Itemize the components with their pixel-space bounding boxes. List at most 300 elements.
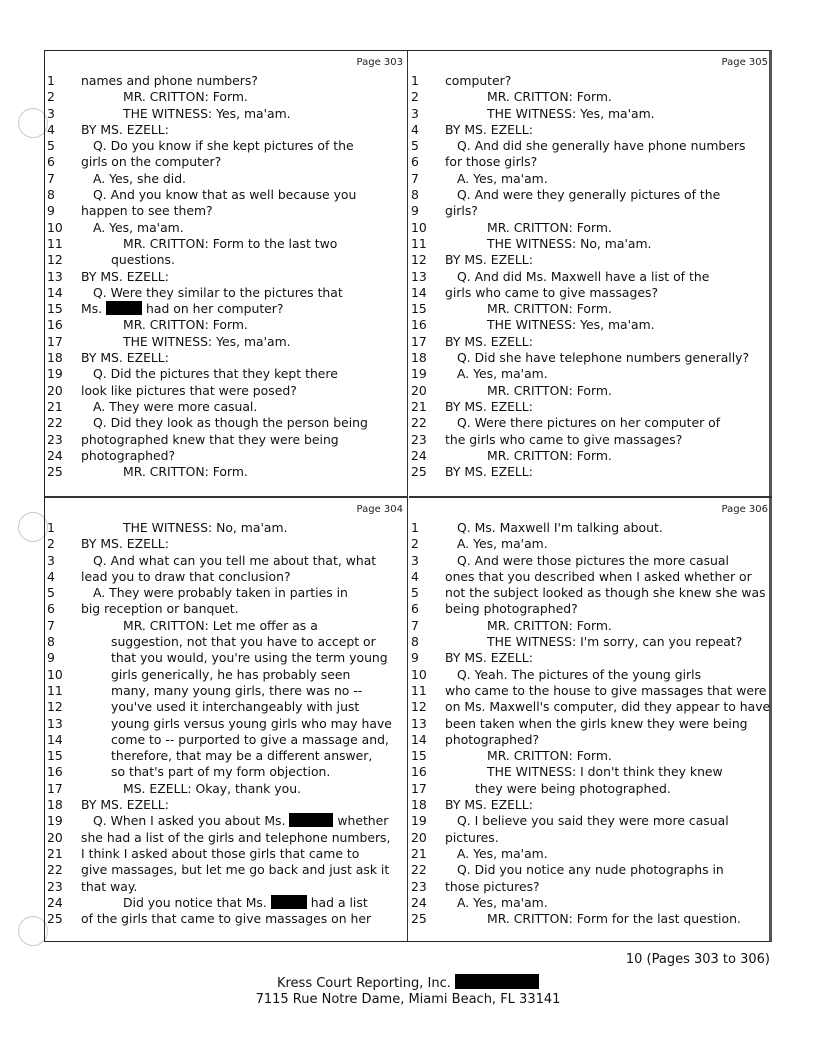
- line-text: [487, 317, 655, 333]
- line-number: 17: [411, 780, 427, 796]
- line-text: [93, 415, 368, 431]
- line-number: 16: [47, 317, 63, 333]
- line-text-part: MR. CRITTON: Form.: [487, 382, 612, 398]
- line-text: [445, 73, 511, 89]
- line-number: 5: [47, 585, 55, 601]
- transcript-panel-page-303: [45, 51, 408, 496]
- line-text-part: THE WITNESS: Yes, ma'am.: [487, 317, 655, 333]
- transcript-line: [45, 203, 407, 219]
- line-number: 8: [47, 634, 55, 650]
- line-text: [111, 716, 392, 732]
- line-number: 7: [411, 170, 419, 186]
- line-text: [111, 764, 330, 780]
- line-text-part: Q. And were those pictures the more casual: [457, 552, 729, 568]
- line-number: 2: [411, 536, 419, 552]
- line-text-part: questions.: [111, 252, 175, 268]
- transcript-line: [409, 830, 772, 846]
- line-text: [123, 895, 368, 911]
- line-text-part: ones that you described when I asked whether or: [445, 568, 752, 584]
- transcript-sheet: [44, 50, 772, 942]
- transcript-line: [45, 520, 407, 536]
- transcript-line: [409, 748, 772, 764]
- line-text-part: MR. CRITTON: Form to the last two: [123, 235, 338, 251]
- line-number: 16: [411, 764, 427, 780]
- line-text: [445, 464, 533, 480]
- line-number: 8: [411, 187, 419, 203]
- line-text: [457, 187, 720, 203]
- line-number: 25: [411, 464, 427, 480]
- line-text: [445, 699, 770, 715]
- line-number: 18: [411, 797, 427, 813]
- line-number: 19: [411, 366, 427, 382]
- transcript-line: [45, 699, 407, 715]
- transcript-line: [45, 366, 407, 382]
- line-text-part: MR. CRITTON: Form.: [123, 317, 248, 333]
- line-number: 23: [411, 878, 427, 894]
- line-text-part: BY MS. EZELL:: [445, 650, 533, 666]
- line-number: 22: [411, 862, 427, 878]
- line-text-part: big reception or banquet.: [81, 601, 239, 617]
- line-number: 20: [47, 829, 63, 845]
- line-number: 14: [47, 284, 63, 300]
- transcript-line: [409, 797, 772, 813]
- line-text-part: Q. Did she have telephone numbers generally?: [457, 350, 750, 366]
- transcript-line: [45, 618, 407, 634]
- transcript-line: [45, 813, 407, 829]
- line-text-part: been taken when the girls knew they were being: [445, 715, 748, 731]
- transcript-line: [409, 781, 772, 797]
- line-text-part: photographed knew that they were being: [81, 431, 339, 447]
- transcript-panel-page-306: [409, 496, 772, 941]
- line-text-part: girls generically, he has probably seen: [111, 666, 351, 682]
- line-number: 18: [47, 797, 63, 813]
- line-text: [487, 618, 612, 634]
- transcript-line: [409, 618, 772, 634]
- line-text-part: pictures.: [445, 829, 499, 845]
- transcript-line: [409, 154, 772, 170]
- line-number: 2: [47, 89, 55, 105]
- line-text-part: MR. CRITTON: Form.: [487, 617, 612, 633]
- line-number: 13: [47, 268, 63, 284]
- line-text: [457, 415, 720, 431]
- transcript-line: [45, 895, 407, 911]
- line-text-part: who came to the house to give massages that were: [445, 682, 767, 698]
- line-text-part: Q. Did you notice any nude photographs in: [457, 862, 724, 878]
- transcript-line: [45, 569, 407, 585]
- transcript-line: [409, 448, 772, 464]
- line-number: 7: [47, 170, 55, 186]
- line-text-part: Q. And what can you tell me about that, what: [93, 552, 377, 568]
- transcript-line: [409, 699, 772, 715]
- line-number: 8: [411, 634, 419, 650]
- line-number: 13: [411, 715, 427, 731]
- line-text-part: THE WITNESS: No, ma'am.: [123, 520, 288, 535]
- line-text-part: on Ms. Maxwell's computer, did they appear to have: [445, 699, 771, 715]
- page-range-footer: 10 (Pages 303 to 306): [625, 952, 770, 967]
- transcript-line: [409, 415, 772, 431]
- line-text: [81, 203, 213, 219]
- line-number: 11: [411, 682, 427, 698]
- transcript-line: [45, 350, 407, 366]
- transcript-line: [409, 862, 772, 878]
- line-number: 11: [411, 235, 427, 251]
- line-text-part: BY MS. EZELL:: [445, 464, 533, 480]
- line-text-part: MR. CRITTON: Form.: [123, 464, 248, 480]
- line-text-part: Q. And did she generally have phone numbers: [457, 138, 746, 154]
- transcript-line: [409, 683, 772, 699]
- transcript-line: [409, 301, 772, 317]
- line-text: [445, 122, 533, 138]
- line-text-part: Q. Do you know if she kept pictures of the: [93, 138, 354, 154]
- line-text: [81, 830, 390, 846]
- line-number: 16: [47, 764, 63, 780]
- line-number: 24: [47, 447, 63, 463]
- transcript-line: [409, 89, 772, 105]
- line-text-part: BY MS. EZELL:: [445, 121, 533, 137]
- transcript-lines: [409, 73, 772, 480]
- line-text: [111, 699, 359, 715]
- line-number: 19: [411, 813, 427, 829]
- transcript-line: [45, 285, 407, 301]
- line-text: [445, 334, 533, 350]
- line-text-part: young girls versus young girls who may have: [111, 715, 392, 731]
- transcript-line: [45, 334, 407, 350]
- line-number: 1: [47, 520, 55, 535]
- page-label: Page 305: [721, 57, 768, 68]
- line-text-part: the girls who came to give massages?: [445, 431, 683, 447]
- line-number: 23: [411, 431, 427, 447]
- transcript-line: [409, 879, 772, 895]
- line-number: 4: [411, 568, 419, 584]
- line-number: 12: [47, 252, 63, 268]
- line-text-part: BY MS. EZELL:: [445, 333, 533, 349]
- transcript-line: [409, 732, 772, 748]
- line-text: [81, 862, 389, 878]
- transcript-lines: [45, 73, 407, 480]
- line-text-part: A. Yes, ma'am.: [93, 219, 184, 235]
- line-number: 13: [411, 268, 427, 284]
- transcript-line: [45, 154, 407, 170]
- line-number: 25: [47, 464, 63, 480]
- line-text-part: whether: [337, 813, 389, 829]
- line-text: [123, 236, 337, 252]
- line-text: [445, 285, 658, 301]
- line-number: 10: [47, 219, 63, 235]
- line-text-part: Q. Yeah. The pictures of the young girls: [457, 666, 702, 682]
- line-text: [457, 895, 548, 911]
- line-text-part: that you would, you're using the term young: [111, 650, 388, 666]
- line-text: [457, 553, 729, 569]
- line-number: 6: [47, 601, 55, 617]
- transcript-line: [45, 846, 407, 862]
- transcript-line: [45, 879, 407, 895]
- transcript-line: [409, 667, 772, 683]
- line-text-part: girls?: [445, 203, 478, 219]
- line-text-part: that way.: [81, 878, 138, 894]
- line-text: [81, 73, 258, 89]
- line-number: 24: [47, 894, 63, 910]
- line-number: 14: [411, 731, 427, 747]
- transcript-line: [45, 399, 407, 415]
- line-text-part: THE WITNESS: I don't think they knew: [487, 764, 723, 780]
- transcript-line: [409, 569, 772, 585]
- line-number: 5: [47, 138, 55, 154]
- line-text-part: MR. CRITTON: Form.: [487, 89, 612, 105]
- line-number: 4: [411, 121, 419, 137]
- transcript-line: [45, 269, 407, 285]
- line-text: [445, 650, 533, 666]
- line-text-part: look like pictures that were posed?: [81, 382, 297, 398]
- line-text-part: MR. CRITTON: Form.: [123, 89, 248, 105]
- line-text-part: BY MS. EZELL:: [445, 252, 533, 268]
- line-text: [81, 879, 137, 895]
- line-number: 22: [47, 415, 63, 431]
- line-text: [111, 634, 376, 650]
- line-text: [93, 187, 356, 203]
- line-text: [445, 830, 499, 846]
- line-number: 23: [47, 878, 63, 894]
- transcript-line: [409, 122, 772, 138]
- line-text-part: happen to see them?: [81, 203, 213, 219]
- line-text: [81, 601, 239, 617]
- line-text: [81, 797, 169, 813]
- line-text-part: Q. Did the pictures that they kept there: [93, 366, 338, 382]
- company-name: Kress Court Reporting, Inc.: [276, 976, 451, 991]
- line-number: 1: [411, 73, 419, 88]
- line-number: 5: [411, 138, 419, 154]
- transcript-lines: [409, 520, 772, 927]
- line-text: [475, 781, 671, 797]
- line-text: [445, 879, 540, 895]
- transcript-line: [45, 73, 407, 89]
- line-text-part: MR. CRITTON: Form.: [487, 748, 612, 764]
- line-text-part: those pictures?: [445, 878, 540, 894]
- transcript-line: [409, 634, 772, 650]
- line-text: [487, 89, 612, 105]
- line-text: [111, 732, 389, 748]
- line-number: 13: [47, 715, 63, 731]
- transcript-line: [409, 846, 772, 862]
- transcript-line: [409, 171, 772, 187]
- line-number: 23: [47, 431, 63, 447]
- transcript-line: [45, 448, 407, 464]
- transcript-line: [409, 138, 772, 154]
- line-number: 7: [47, 617, 55, 633]
- line-number: 2: [411, 89, 419, 105]
- line-text-part: being photographed?: [445, 601, 578, 617]
- transcript-line: [45, 171, 407, 187]
- line-text-part: A. Yes, ma'am.: [457, 894, 548, 910]
- transcript-line: [409, 585, 772, 601]
- transcript-line: [409, 252, 772, 268]
- line-text-part: BY MS. EZELL:: [81, 350, 169, 366]
- line-number: 14: [47, 731, 63, 747]
- transcript-line: [409, 106, 772, 122]
- line-number: 3: [47, 105, 55, 121]
- line-number: 18: [411, 350, 427, 366]
- redaction-box: [289, 813, 333, 827]
- line-text-part: Q. And you know that as well because you: [93, 187, 357, 203]
- line-number: 20: [47, 382, 63, 398]
- transcript-line: [45, 553, 407, 569]
- transcript-line: [45, 601, 407, 617]
- redaction-box: [106, 301, 142, 315]
- line-number: 22: [411, 415, 427, 431]
- line-text: [445, 601, 578, 617]
- line-text-part: Ms.: [81, 301, 103, 317]
- line-number: 8: [47, 187, 55, 203]
- line-number: 24: [411, 894, 427, 910]
- line-text-part: names and phone numbers?: [81, 73, 258, 88]
- transcript-panel-page-304: [45, 496, 408, 941]
- line-text: [445, 683, 766, 699]
- page-label: Page 303: [356, 57, 403, 68]
- line-text: [487, 220, 612, 236]
- transcript-line: [45, 252, 407, 268]
- line-text: [457, 138, 745, 154]
- line-text-part: Q. Ms. Maxwell I'm talking about.: [457, 520, 663, 535]
- line-number: 15: [411, 301, 427, 317]
- line-text: [93, 138, 354, 154]
- redaction-box: [271, 895, 307, 909]
- line-text: [457, 846, 548, 862]
- line-number: 19: [47, 813, 63, 829]
- line-text-part: Q. And did Ms. Maxwell have a list of the: [457, 268, 710, 284]
- line-text-part: had a list: [310, 894, 368, 910]
- line-text: [445, 569, 752, 585]
- transcript-line: [45, 138, 407, 154]
- line-text-part: A. Yes, ma'am.: [457, 366, 548, 382]
- line-text-part: THE WITNESS: Yes, ma'am.: [123, 333, 291, 349]
- line-text-part: many, many young girls, there was no --: [111, 682, 363, 698]
- transcript-line: [45, 187, 407, 203]
- page-label: Page 306: [721, 504, 768, 515]
- transcript-line: [409, 334, 772, 350]
- line-text: [81, 569, 291, 585]
- line-text-part: had on her computer?: [146, 301, 284, 317]
- line-text: [457, 536, 548, 552]
- line-text-part: photographed?: [81, 447, 176, 463]
- line-text: [81, 269, 169, 285]
- line-text-part: MS. EZELL: Okay, thank you.: [123, 780, 301, 796]
- company-footer: [0, 974, 816, 991]
- line-text: [81, 383, 297, 399]
- line-text: [81, 432, 339, 448]
- line-text: [81, 350, 169, 366]
- line-number: 9: [411, 203, 419, 219]
- line-text: [123, 317, 248, 333]
- transcript-line: [409, 650, 772, 666]
- line-text-part: computer?: [445, 73, 512, 88]
- transcript-line: [409, 383, 772, 399]
- transcript-line: [409, 399, 772, 415]
- transcript-line: [45, 317, 407, 333]
- transcript-line: [45, 748, 407, 764]
- line-number: 11: [47, 235, 63, 251]
- line-text: [445, 399, 533, 415]
- line-text: [111, 748, 372, 764]
- line-number: 21: [47, 398, 63, 414]
- line-text: [487, 911, 741, 927]
- line-text: [123, 520, 287, 536]
- line-number: 17: [47, 780, 63, 796]
- transcript-line: [409, 716, 772, 732]
- transcript-line: [45, 650, 407, 666]
- line-text-part: Did you notice that Ms.: [123, 894, 267, 910]
- transcript-lines: [45, 520, 407, 927]
- transcript-line: [409, 536, 772, 552]
- line-text: [81, 154, 221, 170]
- line-text-part: photographed?: [445, 731, 540, 747]
- line-text: [457, 667, 701, 683]
- transcript-line: [45, 464, 407, 480]
- line-text-part: she had a list of the girls and telephone numbers,: [81, 829, 391, 845]
- line-text: [445, 203, 478, 219]
- transcript-line: [409, 895, 772, 911]
- line-text: [487, 748, 612, 764]
- line-text-part: Q. And were they generally pictures of the: [457, 187, 721, 203]
- line-number: 10: [411, 666, 427, 682]
- transcript-line: [409, 187, 772, 203]
- line-text: [111, 683, 362, 699]
- transcript-line: [45, 122, 407, 138]
- transcript-line: [45, 716, 407, 732]
- line-number: 10: [411, 219, 427, 235]
- line-text-part: MR. CRITTON: Form.: [487, 447, 612, 463]
- line-text: [81, 846, 359, 862]
- transcript-line: [409, 764, 772, 780]
- line-text: [123, 334, 291, 350]
- transcript-line: [45, 911, 407, 927]
- line-text: [81, 911, 371, 927]
- line-number: 15: [47, 748, 63, 764]
- line-text-part: BY MS. EZELL:: [445, 398, 533, 414]
- transcript-line: [45, 634, 407, 650]
- line-text-part: lead you to draw that conclusion?: [81, 568, 291, 584]
- line-text-part: Q. Were there pictures on her computer of: [457, 415, 721, 431]
- transcript-line: [409, 285, 772, 301]
- line-text-part: THE WITNESS: I'm sorry, can you repeat?: [487, 634, 743, 650]
- transcript-line: [409, 350, 772, 366]
- line-number: 1: [411, 520, 419, 535]
- line-text: [111, 667, 350, 683]
- transcript-line: [45, 781, 407, 797]
- transcript-line: [409, 553, 772, 569]
- line-text-part: A. They were probably taken in parties in: [93, 585, 348, 601]
- line-number: 3: [47, 552, 55, 568]
- line-number: 15: [411, 748, 427, 764]
- transcript-line: [45, 764, 407, 780]
- line-text-part: MR. CRITTON: Let me offer as a: [123, 617, 318, 633]
- line-text-part: so that's part of my form objection.: [111, 764, 331, 780]
- line-text: [93, 220, 184, 236]
- line-number: 11: [47, 682, 63, 698]
- line-text: [445, 432, 682, 448]
- transcript-line: [409, 203, 772, 219]
- line-number: 25: [47, 911, 63, 927]
- line-text-part: BY MS. EZELL:: [81, 268, 169, 284]
- line-text-part: MR. CRITTON: Form for the last question.: [487, 911, 741, 927]
- line-text: [445, 252, 533, 268]
- transcript-line: [45, 236, 407, 252]
- line-number: 4: [47, 121, 55, 137]
- line-text: [457, 269, 709, 285]
- transcript-line: [45, 830, 407, 846]
- line-text: [93, 553, 376, 569]
- line-text: [81, 536, 169, 552]
- transcript-line: [45, 585, 407, 601]
- line-text-part: A. Yes, she did.: [93, 170, 186, 186]
